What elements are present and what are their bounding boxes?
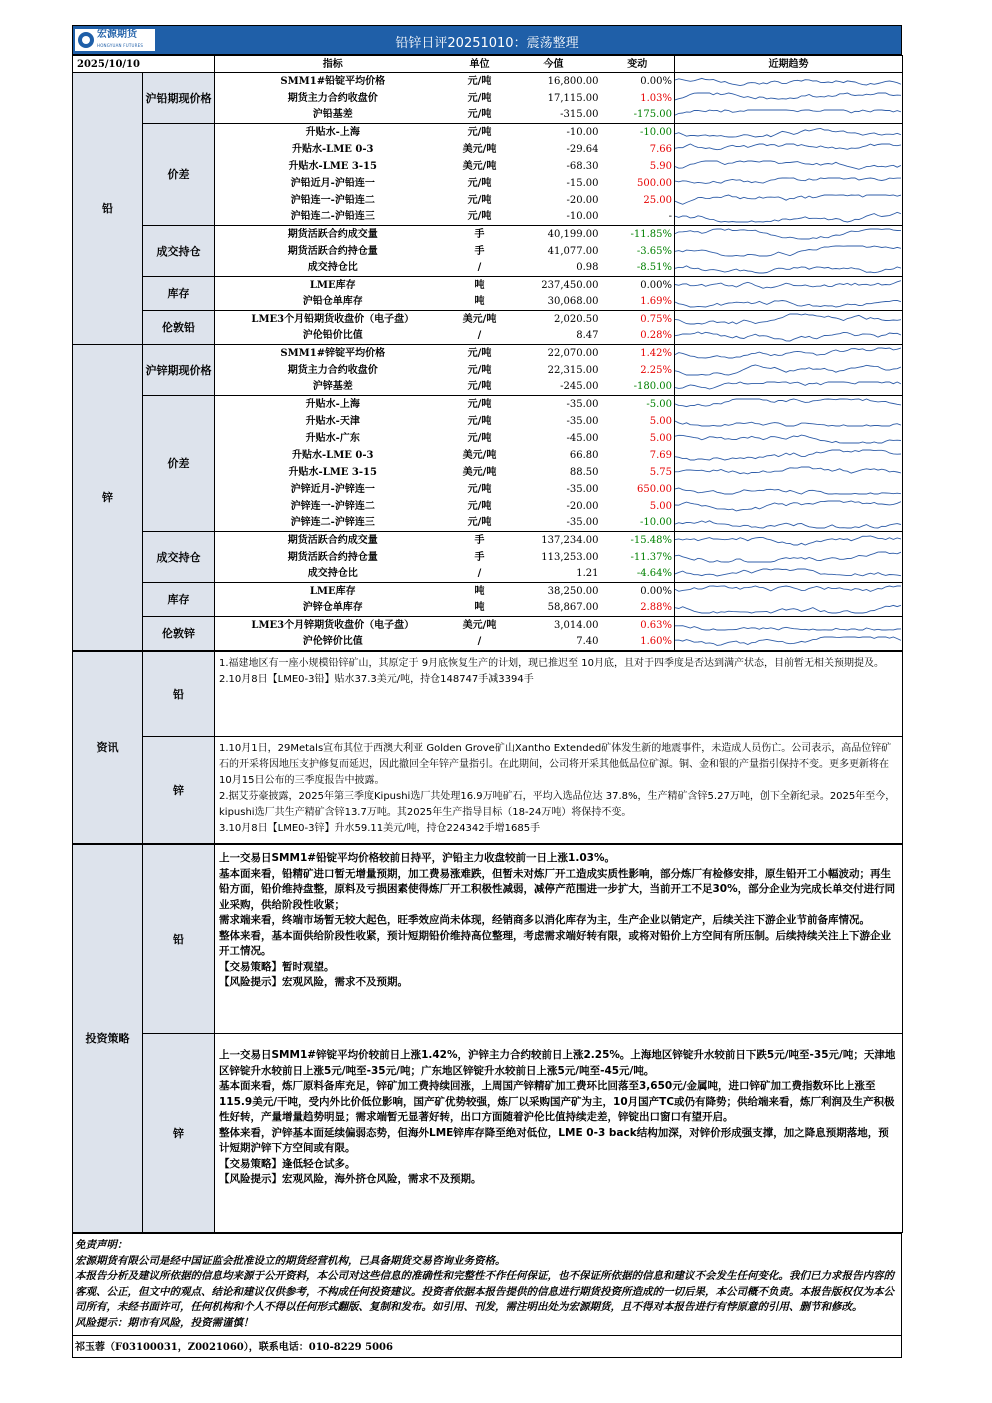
trend-sparkline <box>675 345 903 362</box>
unit-cell: / <box>451 566 509 583</box>
column-header-row <box>73 56 903 73</box>
trend-sparkline <box>675 277 903 294</box>
unit-cell: 元/吨 <box>467 92 492 104</box>
trend-sparkline <box>675 447 903 464</box>
change-value: - <box>603 209 675 226</box>
strategy-lead-line: 上一交易日SMM1#铅锭平均价格较前日持平，沪铅主力收盘较前一日上涨1.03%。 <box>219 852 615 864</box>
indicator-name: 升贴水-上海 <box>305 126 360 138</box>
indicator-name: 期货主力合约收盘价 <box>287 92 378 104</box>
indicator-name: 沪锌基差 <box>215 379 451 396</box>
news-zinc-line: 3.10月8日【LME0-3锌】升水59.11美元/吨，持仓224342手增1685手 <box>219 823 541 834</box>
change-value: 5.90 <box>649 160 672 172</box>
trend-sparkline <box>675 73 903 90</box>
report-header <box>72 25 902 55</box>
unit-cell: / <box>451 634 509 651</box>
trend-sparkline <box>675 175 903 192</box>
indicator-name: 沪锌近月-沪锌连一 <box>290 483 375 495</box>
unit-cell: 元/吨 <box>451 379 509 396</box>
indicator-name: 沪伦铅价比值 <box>215 328 451 345</box>
change-value: 7.69 <box>649 449 672 461</box>
today-value: -35.00 <box>566 483 599 495</box>
indicator-name: LME3个月锌期货收盘价（电子盘） <box>251 619 415 631</box>
indicator-name: 升贴水-LME 0-3 <box>292 449 374 461</box>
indicator-name: LME3个月铅期货收盘价（电子盘） <box>251 313 415 325</box>
indicator-name: 沪锌仓单库存 <box>215 600 451 617</box>
news-zinc-label: 锌 <box>143 737 215 844</box>
unit-cell: 元/吨 <box>467 75 492 87</box>
indicator-name: 沪锌连二-沪锌连三 <box>215 515 451 532</box>
today-value: 17,115.00 <box>547 92 599 104</box>
trend-sparkline <box>675 209 903 226</box>
today-value: -35.00 <box>509 515 603 532</box>
strategy-zinc-line: 【交易策略】逢低轻仓试多。 <box>219 1157 356 1170</box>
indicator-name: 期货活跃合约成交量 <box>287 534 378 546</box>
table-row <box>73 532 903 549</box>
trend-sparkline <box>675 192 903 209</box>
indicator-name: LME库存 <box>309 585 356 597</box>
today-value: 22,070.00 <box>547 347 599 359</box>
trend-sparkline <box>675 600 903 617</box>
unit-cell: 吨 <box>474 279 485 291</box>
strategy-lead-text <box>215 845 903 1034</box>
change-value: -3.65% <box>636 245 672 257</box>
strategy-lead-line: 【风险提示】宏观风险，需求不及预期。 <box>219 976 408 988</box>
unit-cell: 元/吨 <box>467 415 492 427</box>
news-lead-line: 1.福建地区有一座小规模铅锌矿山，其原定于 9月底恢复生产的计划，现已推迟至 10月底，且对于四季度是否达到满产状态，目前暂无相关预期提及。 <box>219 658 884 669</box>
unit-cell: 元/吨 <box>467 500 492 512</box>
change-value: 1.03% <box>640 92 672 104</box>
group-label: 价差 <box>143 396 215 532</box>
trend-sparkline <box>675 464 903 481</box>
disclaimer-line: 宏源期货有限公司是经中国证监会批准设立的期货经营机构，已具备期货交易咨询业务资格。 <box>75 1254 506 1267</box>
today-value: -245.00 <box>509 379 603 396</box>
indicator-name: 升贴水-上海 <box>305 398 360 410</box>
unit-cell: 元/吨 <box>467 177 492 189</box>
news-zinc-row <box>73 737 903 844</box>
today-value: 22,315.00 <box>547 364 599 376</box>
report-sheet <box>72 25 902 1358</box>
change-value: 0.00% <box>640 75 672 87</box>
indicator-name: 期货主力合约收盘价 <box>287 364 378 376</box>
today-value: 88.50 <box>569 466 599 478</box>
today-value: 38,250.00 <box>547 585 599 597</box>
today-value: -10.00 <box>509 209 603 226</box>
trend-sparkline <box>675 311 903 328</box>
trend-sparkline <box>675 107 903 124</box>
today-value: -29.64 <box>566 143 599 155</box>
strategy-zinc-line: 【风险提示】宏观风险，海外挤仓风险，需求不及预期。 <box>219 1173 482 1185</box>
change-value: 5.00 <box>649 500 672 512</box>
indicator-name: SMM1#铅锭平均价格 <box>280 75 386 87</box>
unit-cell: 手 <box>474 245 485 257</box>
today-value: 41,077.00 <box>547 245 599 257</box>
col-indicator: 指标 <box>215 56 451 73</box>
indicator-name: 升贴水-天津 <box>305 415 360 427</box>
today-value: -15.00 <box>566 177 599 189</box>
section-label: 铅 <box>73 73 143 345</box>
today-value: 30,068.00 <box>509 294 603 311</box>
unit-cell: 元/吨 <box>467 126 492 138</box>
indicator-name: LME库存 <box>309 279 356 291</box>
strategy-label: 投资策略 <box>73 845 143 1233</box>
trend-sparkline <box>675 617 903 634</box>
trend-sparkline <box>675 124 903 141</box>
strategy-zinc-label: 锌 <box>143 1034 215 1233</box>
change-value: -8.51% <box>603 260 675 277</box>
disclaimer <box>72 1233 902 1336</box>
change-value: 0.63% <box>640 619 672 631</box>
disclaimer-title: 免责声明： <box>75 1239 128 1251</box>
data-table <box>72 55 903 651</box>
group-label: 价差 <box>143 124 215 226</box>
today-value: 2,020.50 <box>553 313 599 325</box>
strategy-table <box>72 844 903 1233</box>
trend-sparkline <box>675 583 903 600</box>
strategy-lead-line: 基本面来看，铅精矿进口暂无增量预期，加工费易涨难跌，但暂未对炼厂开工造成实质性影响，部分炼厂有检修安排，原生铅开工小幅波动；再生铅方面，铅价维持盘整，原料及亏损困素使得炼厂开工积极性减弱，减停产范围进一步扩大，当前开工不足30%，部分企业为完成长单交付进行同业采购，供给阶段性收紧； <box>219 867 896 911</box>
today-value: 66.80 <box>569 449 599 461</box>
trend-sparkline <box>675 549 903 566</box>
col-trend: 近期趋势 <box>675 56 903 73</box>
change-value: 1.42% <box>640 347 672 359</box>
today-value: -35.00 <box>566 415 599 427</box>
group-label: 成交持仓 <box>143 226 215 277</box>
today-value: -35.00 <box>566 398 599 410</box>
news-lead-row <box>73 652 903 737</box>
trend-sparkline <box>675 158 903 175</box>
disclaimer-line: 风险提示：期市有风险，投资需谨慎！ <box>75 1316 254 1329</box>
trend-sparkline <box>675 532 903 549</box>
today-value: -10.00 <box>566 126 599 138</box>
trend-sparkline <box>675 90 903 107</box>
today-value: -45.00 <box>566 432 599 444</box>
unit-cell: 元/吨 <box>467 347 492 359</box>
group-label: 库存 <box>143 277 215 311</box>
today-value: 1.21 <box>509 566 603 583</box>
today-value: 16,800.00 <box>547 75 599 87</box>
indicator-name: 沪铅连一-沪铅连二 <box>290 194 375 206</box>
indicator-name: 沪锌连一-沪锌连二 <box>290 500 375 512</box>
report-title: 铅锌日评20251010：震荡整理 <box>395 36 579 51</box>
change-value: -5.00 <box>646 398 672 410</box>
trend-sparkline <box>675 294 903 311</box>
change-value: 0.75% <box>640 313 672 325</box>
strategy-lead-line: 整体来看，基本面供给阶段性收紧，预计短期铅价维持高位整理，考虑需求端好转有限，或将对铅价上方空间有所压制。后续持续关注上下游企业开工情况。 <box>219 929 891 957</box>
disclaimer-line: 本报告分析及建议所依据的信息均来源于公开资料，本公司对这些信息的准确性和完整性不作任何保证，也不保证所依据的信息和建议不会发生任何变化。我们已力求报告内容的客观、公正，但文中的观点、结论和建议仅供参考，不构成任何投资建议。投资者依据本报告提供的信息进行期货投资所造成的一切后果，本公司概不负责。本报告版权仅为本公司所有，未经书面许可，任何机构和个人不得以任何形式翻版、复制和发布。如引用、刊发，需注明出处为宏源期货，且不得对本报告进行有悖原意的引用、删节和修改。 <box>75 1270 894 1313</box>
trend-sparkline <box>675 328 903 345</box>
trend-sparkline <box>675 226 903 243</box>
strategy-lead-line: 需求端来看，终端市场暂无较大起色，旺季效应尚未体现，经销商多以消化库存为主，生产企业以销定产，后续关注下游企业节前备库情况。 <box>219 914 870 926</box>
change-value: 5.00 <box>649 415 672 427</box>
news-zinc-line: 1.10月1日，29Metals宣布其位于西澳大利亚 Golden Grove矿山Xantho Extended矿体发生新的地震事件，未造成人员伤亡。公司表示，高品位锌矿石的开采将因地压支护修复而延迟，因此撤回全年锌产量指引。在此期间，公司将开采其他低品位矿源。铜、金和银的产量指引保持不变。更多更新将在 10月15日公布的三季度报告中披露。 <box>219 743 892 786</box>
group-label: 伦敦铅 <box>143 311 215 345</box>
trend-sparkline <box>675 260 903 277</box>
table-row <box>73 124 903 141</box>
table-row <box>73 226 903 243</box>
unit-cell: 元/吨 <box>467 432 492 444</box>
unit-cell: 吨 <box>474 585 485 597</box>
group-label: 沪铅期现价格 <box>143 73 215 124</box>
news-table <box>72 651 903 844</box>
today-value: 137,234.00 <box>541 534 599 546</box>
table-row <box>73 617 903 634</box>
strategy-lead-line: 【交易策略】暂时观望。 <box>219 960 335 973</box>
change-value: 5.00 <box>649 432 672 444</box>
indicator-name: 沪伦锌价比值 <box>215 634 451 651</box>
today-value: -68.30 <box>566 160 599 172</box>
unit-cell: 元/吨 <box>467 483 492 495</box>
change-value: 0.00% <box>640 585 672 597</box>
change-value: 500.00 <box>637 177 672 189</box>
indicator-name: 沪铅连二-沪铅连三 <box>215 209 451 226</box>
change-value: -175.00 <box>603 107 675 124</box>
today-value: 3,014.00 <box>553 619 599 631</box>
trend-sparkline <box>675 498 903 515</box>
change-value: 0.00% <box>640 279 672 291</box>
logo-en: HONGYUAN FUTURES <box>97 43 144 48</box>
trend-sparkline <box>675 396 903 413</box>
change-value: -180.00 <box>603 379 675 396</box>
change-value: -10.00 <box>603 515 675 532</box>
change-value: 650.00 <box>637 483 672 495</box>
unit-cell: 元/吨 <box>451 107 509 124</box>
change-value: 5.75 <box>649 466 672 478</box>
indicator-name: 沪铅近月-沪铅连一 <box>290 177 375 189</box>
unit-cell: 吨 <box>451 294 509 311</box>
indicator-name: SMM1#锌锭平均价格 <box>280 347 386 359</box>
change-value: 25.00 <box>643 194 672 206</box>
indicator-name: 期货活跃合约持仓量 <box>287 551 378 563</box>
today-value: 0.98 <box>509 260 603 277</box>
trend-sparkline <box>675 481 903 498</box>
news-zinc-line: 2.据艾芬豪披露，2025年第三季度Kipushi选厂共处理16.9万吨矿石，平均入选品位达 37.8%，生产精矿含锌5.27万吨，创下全新纪录。2025年至今，kipushi选厂共生产精矿含锌13.7万吨。其2025年生产指导目标（18-24万吨）将保持不变。 <box>219 791 896 818</box>
indicator-name: 期货活跃合约成交量 <box>287 228 378 240</box>
today-value: -315.00 <box>509 107 603 124</box>
trend-sparkline <box>675 515 903 532</box>
unit-cell: 元/吨 <box>451 515 509 532</box>
indicator-name: 成交持仓比 <box>215 260 451 277</box>
today-value: 8.47 <box>509 328 603 345</box>
indicator-name: 升贴水-LME 3-15 <box>288 160 377 172</box>
unit-cell: 美元/吨 <box>462 466 497 478</box>
unit-cell: 美元/吨 <box>462 143 497 155</box>
table-row <box>73 345 903 362</box>
indicator-name: 沪铅仓单库存 <box>215 294 451 311</box>
unit-cell: 吨 <box>451 600 509 617</box>
author-line: 祁玉蓉（F03100031，Z0021060），联系电话：010-8229 5006 <box>72 1336 902 1358</box>
col-change: 变动 <box>603 56 675 73</box>
today-value: 40,199.00 <box>547 228 599 240</box>
news-lead-line: 2.10月8日【LME0-3铅】贴水37.3美元/吨，持仓148747手减3394手 <box>219 674 534 685</box>
trend-sparkline <box>675 141 903 158</box>
unit-cell: / <box>451 260 509 277</box>
trend-sparkline <box>675 413 903 430</box>
unit-cell: 美元/吨 <box>462 619 497 631</box>
table-row <box>73 396 903 413</box>
report-date: 2025/10/10 <box>73 56 215 73</box>
col-unit: 单位 <box>451 56 509 73</box>
indicator-name: 期货活跃合约持仓量 <box>287 245 378 257</box>
trend-sparkline <box>675 362 903 379</box>
indicator-name: 沪铅基差 <box>215 107 451 124</box>
unit-cell: 手 <box>474 551 485 563</box>
change-value: 1.69% <box>603 294 675 311</box>
table-row <box>73 311 903 328</box>
strategy-zinc-line: 基本面来看，炼厂原料备库充足，锌矿加工费持续回涨，上周国产锌精矿加工费环比回落至3,650元/金属吨，进口锌矿加工费指数环比上涨至115.9美元/干吨，受内外比价低位影响，国产矿优势较强，炼厂以采购国产矿为主，10月国产TC或仍有降势；供给端来看，炼厂利润及生产积极性好转，产量增量趋势明显；需求端暂无显著好转，出口方面随着沪伦比值持续走差，锌锭出口窗口有望开启。 <box>219 1080 895 1123</box>
change-value: 0.28% <box>603 328 675 345</box>
table-row <box>73 583 903 600</box>
strategy-lead-row <box>73 845 903 1034</box>
news-label: 资讯 <box>73 652 143 844</box>
change-value: -4.64% <box>603 566 675 583</box>
news-lead-text <box>215 652 903 737</box>
unit-cell: 元/吨 <box>467 364 492 376</box>
trend-sparkline <box>675 243 903 260</box>
today-value: 237,450.00 <box>541 279 599 291</box>
unit-cell: / <box>451 328 509 345</box>
today-value: -20.00 <box>566 500 599 512</box>
strategy-zinc-text <box>215 1034 903 1233</box>
col-today: 今值 <box>509 56 603 73</box>
section-label: 锌 <box>73 345 143 651</box>
unit-cell: 美元/吨 <box>462 449 497 461</box>
unit-cell: 手 <box>474 534 485 546</box>
indicator-name: 升贴水-LME 0-3 <box>292 143 374 155</box>
change-value: -15.48% <box>630 534 672 546</box>
unit-cell: 美元/吨 <box>462 160 497 172</box>
strategy-lead-label: 铅 <box>143 845 215 1034</box>
trend-sparkline <box>675 566 903 583</box>
trend-sparkline <box>675 379 903 396</box>
trend-sparkline <box>675 634 903 651</box>
strategy-zinc-row <box>73 1034 903 1233</box>
group-label: 成交持仓 <box>143 532 215 583</box>
change-value: 2.88% <box>603 600 675 617</box>
table-row <box>73 73 903 90</box>
change-value: -10.00 <box>639 126 672 138</box>
unit-cell: 手 <box>474 228 485 240</box>
strategy-zinc-line: 整体来看，沪锌基本面延续偏弱态势，但海外LME锌库存降至绝对低位，LME 0-3 back结构加深，对锌价形成强支撑，加之降息预期落地，预计短期沪锌下方空间或有限。 <box>219 1126 889 1154</box>
change-value: 7.66 <box>649 143 672 155</box>
news-lead-label: 铅 <box>143 652 215 737</box>
unit-cell: 元/吨 <box>451 209 509 226</box>
group-label: 沪锌期现价格 <box>143 345 215 396</box>
group-label: 库存 <box>143 583 215 617</box>
change-value: -11.85% <box>630 228 672 240</box>
change-value: 2.25% <box>640 364 672 376</box>
today-value: -20.00 <box>566 194 599 206</box>
change-value: 1.60% <box>603 634 675 651</box>
today-value: 113,253.00 <box>541 551 599 563</box>
change-value: -11.37% <box>630 551 672 563</box>
unit-cell: 元/吨 <box>467 194 492 206</box>
news-zinc-text <box>215 737 903 844</box>
today-value: 58,867.00 <box>509 600 603 617</box>
strategy-zinc-line: 上一交易日SMM1#锌锭平均价较前日上涨1.42%，沪锌主力合约较前日上涨2.25%。上海地区锌锭升水较前日下跌5元/吨至-35元/吨；天津地区锌锭升水较前日上涨5元/吨至-35元/吨；广东地区锌锭升水较前日上涨5元/吨至-45元/吨。 <box>219 1049 896 1077</box>
indicator-name: 成交持仓比 <box>215 566 451 583</box>
today-value: 7.40 <box>509 634 603 651</box>
logo-cn: 宏源期货 <box>97 29 137 40</box>
indicator-name: 升贴水-广东 <box>305 432 360 444</box>
table-row <box>73 277 903 294</box>
trend-sparkline <box>675 430 903 447</box>
unit-cell: 元/吨 <box>467 398 492 410</box>
unit-cell: 美元/吨 <box>462 313 497 325</box>
indicator-name: 升贴水-LME 3-15 <box>288 466 377 478</box>
group-label: 伦敦锌 <box>143 617 215 651</box>
